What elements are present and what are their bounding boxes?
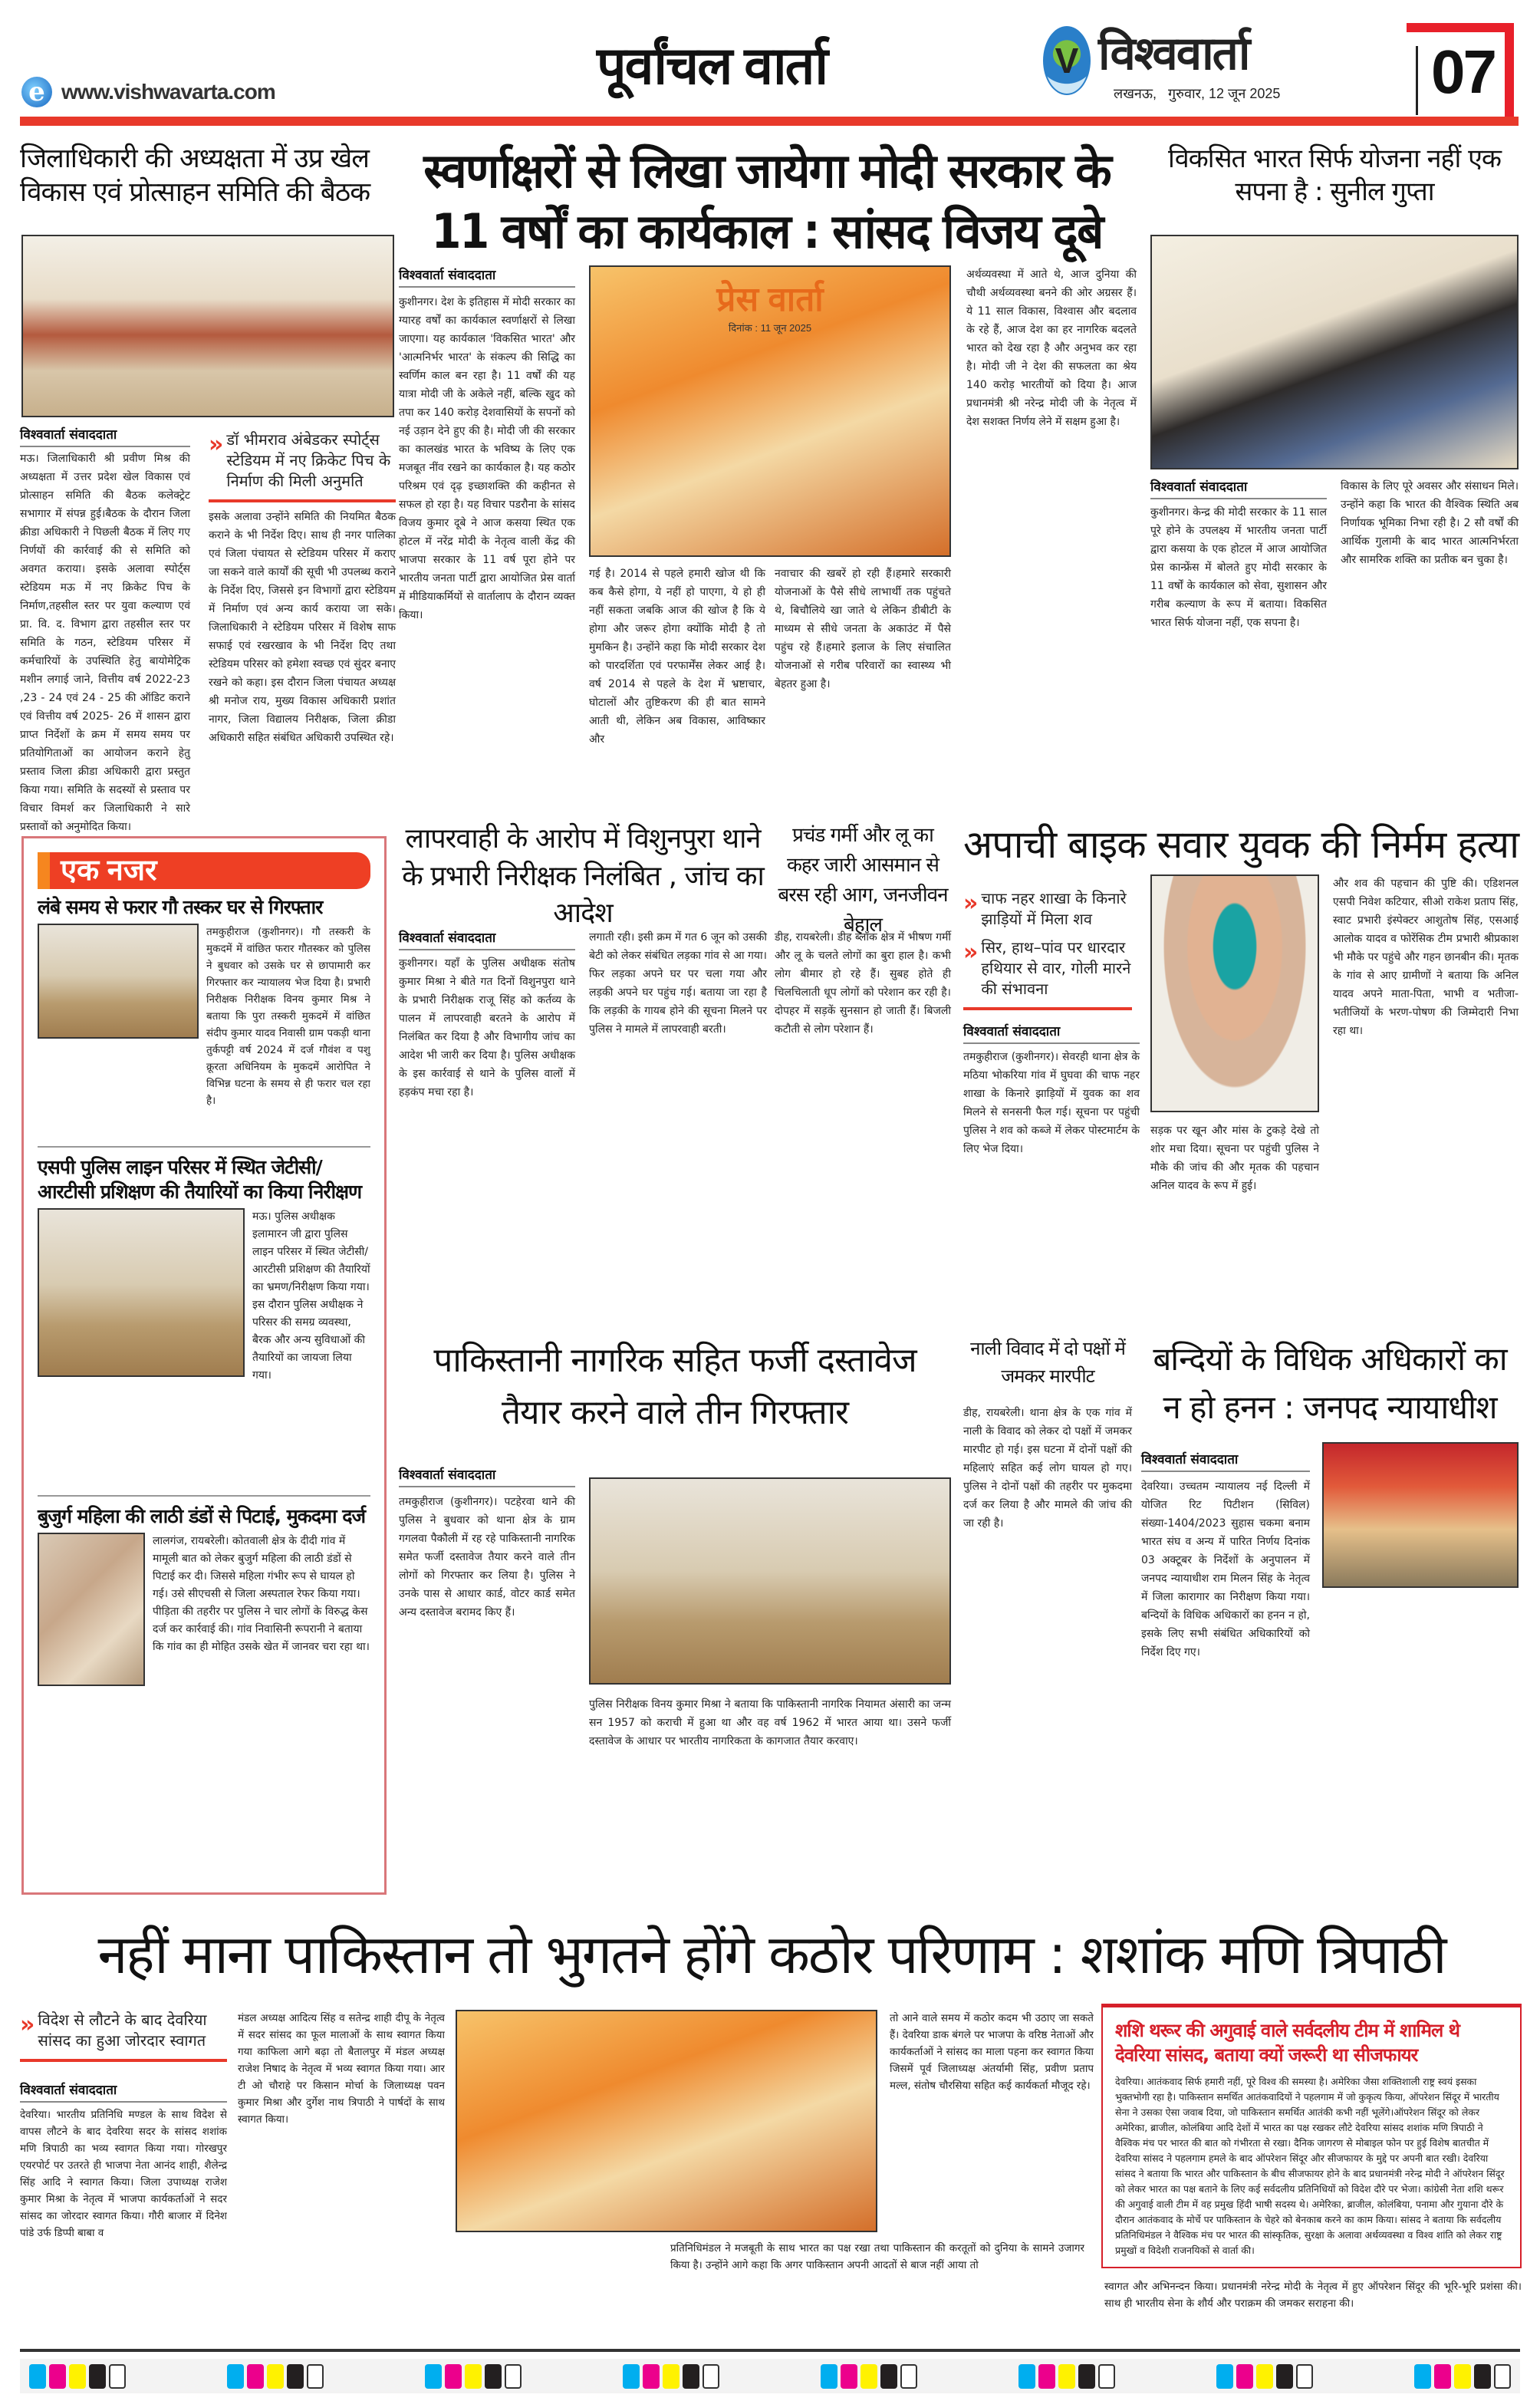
masthead-rule — [20, 117, 1519, 126]
court-photo — [1322, 1442, 1519, 1588]
lead-body-col2: गई है। 2014 से पहले हमारी खोज थी कि कब कैसे होगा, ये नहीं हो पाएगा, ये हो ही नहीं सकता जबकि आज की खोज है कि ये होगा और जरूर होगा क्योंकि मोदी है तो मुमकिन है। उन्होंने कहा कि मोदी सरकार देश को पारदर्शिता एवं परफार्मेंस लेकर आई है। वर्ष 2014 से पहले के देश में भ्रष्टाचार, घोटालों और तुष्टिकरण की ही बात सामने आती थी, लेकिन अब विकास, आविष्कार और — [589, 568, 765, 746]
arrest-photo — [589, 1477, 951, 1685]
lead-byline-wrap: विश्ववार्ता संवाददाता — [399, 265, 575, 292]
cmyk-swatch — [1018, 2359, 1115, 2393]
photo-banner-title: प्रेस वार्ता — [716, 281, 824, 318]
cmyk-swatch — [623, 2359, 719, 2393]
court-body: देवरिया। उच्चतम न्यायालय नई दिल्ली में योजित रिट पिटीशन (सिविल) संख्या-1404/2023 सुहास चकमा बनाम भारत संघ व अन्य में पारित निर्णय दिनांक 03 अक्टूबर के निर्देशों के अनुपालन में जनपद न्यायाधीश राम मिलन सिंह के नेतृत्व में जिला कारागार का निरीक्षण किया गया। बन्दियों के विधिक अधिकारों का हनन न हो, इसके लिए सभी संबंधित अधिकारियों को निर्देश दिए गए। — [1141, 1480, 1310, 1658]
lead-body-col3: नवाचार की खबरें हो रही हैं।हमारे सरकारी योजनाओं के पैसे सीधे लाभार्थी तक पहुंचते थे, बिचौलिये खा जाते थे लेकिन डीबीटी के माध्यम से सीधे जनता के अकाउंट में पैसे पहुंच रहे हैं।हमारे इलाज के लिए संचालित योजनाओं से गरीब परिवारों का स्वास्थ्य भी बेहतर हुआ है। — [775, 568, 951, 690]
pakistani-headline: पाकिस्तानी नागरिक सहित फर्जी दस्तावेज तैयार करने वाले तीन गिरफ्तार — [433, 1341, 916, 1433]
story-kicker: » डॉ भीमराव अंबेडकर स्पोर्ट्स स्टेडियम में नए क्रिकेट पिच के निर्माण की मिली अनुमति — [209, 430, 396, 502]
shashank-kicker: » विदेश से लौटने के बाद देवरिया सांसद का हुआ जोरदार स्वागत — [20, 2010, 227, 2062]
nazar-item-text: मऊ। पुलिस अधीक्षक इलामारन जी द्वारा पुलिस लाइन परिसर में स्थित जेटीसी/आरटीसी प्रशिक्षण की तैयारियों का भ्रमण/निरीक्षण किया गया। इस दौरान पुलिस अधीक्षक ने परिसर की समग्र व्यवस्था, बैरक और अन्य सुविधाओं की तैयारियों का जायजा लिया गया। — [252, 1210, 370, 1382]
story-nali — [963, 1335, 1132, 1887]
sunil-headline: विकसित भारत सिर्फ योजना नहीं एक सपना है : सुनील गुप्ता — [1167, 143, 1502, 207]
lead-body-col4: अर्थव्यवस्था में आते थे, आज दुनिया की चौथी अर्थव्यवस्था बनने की ओर अग्रसर हैं। ये 11 साल विकास, विश्वास और बदलाव के रहे हैं, आज देश का हर नागरिक बदलते भारत को देख रहा है और अनुभव कर रहा है। मोदी जी ने देश की सफलता का श्रेय 140 करोड़ भारतीयों को दिया है। आज प्रधानमंत्री श्री नरेन्द्र मोदी जी के नेतृत्व में देश सशक्त निर्णय लेने में सक्षम हुआ है। — [966, 268, 1137, 428]
vishunpura-body-col2: लगाती रही। इसी क्रम में गत 6 जून को उसकी बेटी को लेकर संबंधित लड़का गांव से आ गया। फिर लड़का अपने घर पर चला गया और लड़की अपने घर पहुंच गई। बताया जा रहा है कि लड़की के गायब होने की सूचना मिलने पर पुलिस ने मामले में लापरवाही बरती। — [589, 931, 767, 1036]
ek-nazar-box — [21, 836, 387, 1895]
print-registration-marks — [20, 2359, 1520, 2393]
shashank-body-col4: प्रतिनिधिमंडल ने मजबूती के साथ भारत का पक्ष रखा तथा पाकिस्तान की करतूतों को दुनिया के सामने उजागर किया है। उन्होंने आगे कहा कि अगर पाकिस्तान अपनी आदतों से बाज नहीं आया तो — [670, 2242, 1084, 2271]
sunil-gupta-photo — [1150, 235, 1519, 469]
apache-body-col3: और शव की पहचान की पुष्टि की। एडिशनल एसपी निवेश कटियार, सीओ राकेश प्रताप सिंह, स्वाट प्रभारी इंस्पेक्टर आशुतोष सिंह, एसआई आलोक यादव व फोरेंसिक टीम प्रभारी श्रीप्रकाश भी मौके पर पहुंचे और गहन छानबीन की। मृतक के गांव से आए ग्रामीणों ने बताया कि अनिल यादव अपने माता-पिता, भाभी व भतीजा-भतीजियों के भरण-पोषण की जिम्मेदारी निभा रहा था। — [1333, 878, 1519, 1037]
nazar-item-photo — [38, 924, 199, 1039]
cmyk-swatch — [29, 2359, 126, 2393]
nazar-item-photo — [38, 1208, 245, 1377]
nazar-item-1 — [38, 895, 370, 1131]
heat-headline: प्रचंड गर्मी और लू का कहर जारी आसमान से बरस रही आग, जनजीवन बेहाल — [778, 824, 948, 937]
pakistani-body-col2: पुलिस निरीक्षक विनय कुमार मिश्रा ने बताया कि पाकिस्तानी नागरिक नियामत अंसारी का जन्म सन 1957 को कराची में हुआ था और वह वर्ष 1962 में भारत आया था। उसने फर्जी दस्तावेज के आधार पर भारतीय नागरिकता के कागजात तैयार करवाए। — [589, 1698, 951, 1747]
double-chevron-icon: » — [209, 431, 218, 458]
sunil-byline-wrap: विश्ववार्ता संवाददाता — [1150, 477, 1327, 504]
browser-e-icon: e — [21, 77, 52, 107]
story-shashank — [20, 2010, 1094, 2263]
story-court — [1141, 1335, 1519, 1887]
nazar-item-headline: लंबे समय से फरार गौ तस्कर घर से गिरफ्तार — [38, 896, 323, 918]
photo-banner-date: दिनांक : 11 जून 2025 — [728, 322, 812, 334]
lead-headline-line2: 11 वर्षों का कार्यकाल : सांसद विजय दूबे — [431, 203, 1103, 260]
nazar-item-2 — [38, 1146, 370, 1484]
welcome-photo — [456, 2010, 877, 2232]
nazar-item-headline: एसपी पुलिस लाइन परिसर में स्थित जेटीसी/आरटीसी प्रशिक्षण की तैयारियों का किया निरीक्षण — [38, 1156, 362, 1203]
page-number-divider — [1416, 46, 1418, 115]
story-vishunpura — [399, 821, 767, 1312]
double-chevron-icon: » — [963, 890, 972, 917]
lead-body-col1: कुशीनगर। देश के इतिहास में मोदी सरकार का ग्यारह वर्षों का कार्यकाल स्वर्णाक्षरों से लिखा जाएगा। यह कार्यकाल 'विकसित भारत' और 'आत्मनिर्भर भारत' के संकल्प की सिद्धि का स्वर्णिम काल बन रहा है। 11 वर्षों की यह यात्रा मोदी जी के अकेले नहीं, बल्कि खुद को तपा कर 140 करोड़ देशवासियों के सपनों को नई उड़ान देने हुए की है। मोदी जी की सरकार का कालखंड भारत के भविष्य के लिए एक मजबूत नींव रखने का कार्यकाल है। यह कठोर परिश्रम एवं दृढ़ इच्छाशक्ति की कहीनत से सफल हो रहा है। यह विचार पडरौना के सांसद विजय कुमार दूबे ने आज कसया स्थित एक होटल में नरेंद्र मोदी के नेतृत्व वाली केंद्र की भाजपा सरकार के 11 वर्ष पूरा होने पर भारतीय जनता पार्टी द्वारा आयोजित प्रेस वार्ता में मीडियाकर्मियों से वार्तालाप के दौरान व्यक्त किया। — [399, 296, 575, 621]
story-body-col1: मऊ। जिलाधिकारी श्री प्रवीण मिश्र की अध्यक्षता में उत्तर प्रदेश खेल विकास एवं प्रोत्साहन समिति की बैठक कलेक्ट्रेट सभागार में संपन्न हुई।बैठक के दौरान जिला क्रीडा अधिकारी ने पिछली बैठक में लिए गए निर्णयों की कार्रवाई की से समिति को अवगत कराया। इसके अलावा स्पोर्ट्स स्टेडियम मऊ में नए क्रिकेट पिच के निर्माण,तहसील स्तर पर युवा कल्याण एवं प्रा. वि. द. विभाग द्वारा तहसील स्तर पर समिति के गठन, स्टेडियम परिसर में कर्मचारियों के उपस्थिति हेतु बायोमेट्रिक मशीन लगाई जाने, वित्तीय वर्ष 2022-23 ,23 - 24 एवं 24 - 25 की ऑडिट कराने एवं वित्तीय वर्ष 2025- 26 में शासन द्वारा प्राप्त निर्देशों के क्रम में समय समय पर प्रतियोगिताओं का आयोजन कराने हेतु प्रस्ताव जिला क्रीडा अधिकारी द्वारा प्रस्तुत किया गया। समिति के सदस्यों से प्रस्ताव पर विचार विमर्श कर जिलाधिकारी ने सारे प्रस्तावों को अनुमोदित किया। — [20, 453, 190, 833]
tharoor-body: देवरिया। आतंकवाद सिर्फ हमारी नहीं, पूरे विश्व की समस्या है। अमेरिका जैसा शक्तिशाली राष्ट्र स्वयं इसका भुक्तभोगी रहा है। पाकिस्तान समर्थित आतंकवादियों ने पहलगाम में जो कुकृत्य किया, ऑपरेशन सिंदूर में भारतीय सेना ने उसका ऐसा जवाब दिया, जो पाकिस्तान समर्थित आतंकी कभी नहीं भूलेंगे।ऑपरेशन सिंदूर को लेकर अमेरिका, ब्राजील, कोलंबिया आदि देशों में भारत का पक्ष रखकर लौटे देवरिया सांसद शशांक मणि त्रिपाठी ने वैश्विक मंच पर भारत की बात को गंभीरता से रखा। दैनिक जागरण से मोबाइल फोन पर हुई विशेष बातचीत में देवरिया सांसद ने पहलगाम हमले के बाद ऑपरेशन सिंदूर और सीजफायर के मुद्दे पर अपनी बात रखी। देवरिया सांसद ने बताया कि भारत और पाकिस्तान के बीच सीजफायर होने के बाद प्रधानमंत्री नरेन्द्र मोदी ने ऑपरेशन सिंदूर को लेकर भारत का पक्ष बताने के लिए कई सर्वदलीय प्रतिनिधियों को विदेश दौरे पर भेजा। कांग्रेसी नेता शशि थरूर की अगुवाई वाली टीम में वह प्रमुख हिंदी भाषी सदस्य थे। अमेरिका, ब्राजील, कोलंबिया, पनामा और गुयाना दौरे के दौरान आतंकवाद के मोर्चे पर पाकिस्तान के चेहरे को बेनकाब करने का काम किया। सांसद ने बताया कि सर्वदलीय प्रतिनिधिमंडल ने वैश्विक मंच पर भारत की सांस्कृतिक, सुरक्षा के अलावा अर्थव्यवस्था व विश्व शांति को लेकर राष्ट्र प्रमुखों व विदेशी राजनयिकों से वार्ता की। — [1115, 2075, 1505, 2256]
apache-byline-wrap: विश्ववार्ता संवाददाता — [963, 1022, 1140, 1049]
shashank-body-col2: मंडल अध्यक्ष आदित्य सिंह व सतेन्द्र शाही दीपू के नेतृत्व में सदर सांसद का फूल मालाओं के साथ स्वागत किया गया काफिला आगे बढ़ा तो बैतालपुर में मंडल अध्यक्ष राजेश निषाद के नेतृत्व में भव्य स्वागत किया गया। आर टी ओ चौराहे पर किसान मोर्चा के जिलाध्यक्ष पवन कुमार मिश्रा और दुर्गेश नाथ त्रिपाठी ने पार्षदों के साथ स्वागत किया। — [238, 2012, 445, 2126]
nali-body: डीह, रायबरेली। थाना क्षेत्र के एक गांव में नाली के विवाद को लेकर दो पक्षों में जमकर मारपीट हो गई। इस घटना में दोनों पक्षों की महिलाएं सहित कई लोग घायल हो गए। पुलिस ने दोनों पक्षों की तहरीर पर मुकदमा दर्ज कर लिया है और मामले की जांच की जा रही है। — [963, 1407, 1132, 1530]
press-conference-photo — [589, 265, 951, 557]
apache-kicker-1: » चाफ नहर शाखा के किनारे झाड़ियों में मिला शव — [963, 889, 1127, 928]
ek-nazar-label-bar: एक नजर — [38, 852, 370, 889]
cmyk-swatch — [425, 2359, 522, 2393]
court-headline: बन्दियों के विधिक अधिकारों का न हो हनन : जनपद न्यायाधीश — [1153, 1340, 1507, 1426]
story-headline: जिलाधिकारी की अध्यक्षता में उप्र खेल विकास एवं प्रोत्साहन समिति की बैठक — [20, 143, 370, 208]
vishunpura-headline: लापरवाही के आरोप में विशुनपुरा थाने के प्रभारी निरीक्षक निलंबित , जांच का आदेश — [402, 823, 764, 930]
story-apache — [963, 821, 1519, 1312]
story-sunil-gupta — [1150, 143, 1519, 810]
pakistani-body-col1: तमकुहीराज (कुशीनगर)। पटहेरवा थाने की पुलिस ने बुधवार को थाना क्षेत्र के ग्राम गगलवा पैकौली में रह रहे पाकिस्तानी नागरिक समेत फर्जी दस्तावेज तैयार करने वाले तीन लोगों को गिरफ्तार कर लिया है। पुलिस ने उनके पास से आधार कार्ड, वोटर कार्ड समेत अन्य दस्तावेज बरामद किए हैं। — [399, 1496, 575, 1619]
story-tharoor-box — [1101, 2004, 1522, 2268]
story-heat — [775, 821, 951, 1312]
apache-headline: अपाची बाइक सवार युवक की निर्मम हत्या — [963, 822, 1519, 867]
city-date: लखनऊ, गुरुवार, 12 जून 2025 — [1114, 86, 1281, 101]
section-title: पूर्वांचल वार्ता — [597, 37, 828, 95]
shashank-body-col5: स्वागत और अभिनन्दन किया। प्रधानमंत्री नरेन्द्र मोदी के नेतृत्व में हुए ऑपरेशन सिंदूर की भूरि-भूरि प्रशंसा की। साथ ही भारतीय सेना के शौर्य और पराक्रम की जमकर सराहना की। — [1104, 2281, 1522, 2310]
pakistani-byline-wrap: विश्ववार्ता संवाददाता — [399, 1465, 575, 1492]
story-lead — [399, 143, 1135, 810]
double-chevron-icon: » — [20, 2011, 29, 2038]
nazar-item-3 — [38, 1495, 370, 1763]
apache-kicker-2: » सिर, हाथ–पांव पर धारदार हथियार से वार, गोली मारने की संभावना — [963, 937, 1132, 1010]
nazar-item-photo — [38, 1533, 145, 1686]
shashank-body-col3: तो आने वाले समय में कठोर कदम भी उठाए जा सकते हैं। देवरिया डाक बंगले पर भाजपा के वरिष्ठ नेताओं और कार्यकर्ताओं ने सांसद का माला पहना कर स्वागत किया जिसमें पूर्व जिलाध्यक्ष अंतर्यामी सिंह, प्रवीण प्रताप मल्ल, संतोष चौरसिया सहित कई कार्यकर्ता मौजूद रहे। — [890, 2012, 1094, 2092]
footer-rule — [20, 2349, 1520, 2352]
cmyk-swatch — [227, 2359, 324, 2393]
paper-logo-icon: V — [1043, 26, 1091, 95]
double-chevron-icon: » — [963, 939, 972, 966]
lead-headline-line1: स्वर्णाक्षरों से लिखा जायेगा मोदी सरकार के — [423, 143, 1111, 199]
sunil-body-col2: विकास के लिए पूरे अवसर और संसाधन मिले। उन्होंने कहा कि भारत की वैश्विक स्थिति अब निर्णायक भूमिका निभा रही है। 2 सौ वर्षों की आर्थिक गुलामी के बाद भारत आत्मनिर्भरता और सामरिक शक्ति का प्रतीक बन चुका है। — [1341, 480, 1519, 566]
story-byline: विश्ववार्ता संवाददाता — [20, 425, 190, 452]
apache-body-col2: सड़क पर खून और मांस के टुकड़े देखे तो शोर मचा दिया। सूचना पर पहुंची पुलिस ने मौके की जांच की और मृतक की पहचान अनिल यादव के रूप में हुई। — [1150, 1125, 1319, 1192]
vishunpura-body-col1: कुशीनगर। यहाँ के पुलिस अधीक्षक संतोष कुमार मिश्रा ने बीते गत दिनों विशुनपुरा थाने के प्रभारी निरीक्षक राजू सिंह को कर्तव्य के पालन में लापरवाही बरतने के आरोप में निलंबित कर दिया है और विभागीय जांच का आदेश भी जारी कर दिया है। पुलिस अधीक्षक के इस कार्रवाई से थाने के पुलिस वालों में हड़कंप मचा रहा है। — [399, 957, 575, 1098]
nazar-item-headline: बुजुर्ग महिला की लाठी डंडों से पिटाई, मुकदमा दर्ज — [38, 1504, 366, 1527]
meeting-photo — [21, 235, 394, 417]
shashank-byline-wrap: विश्ववार्ता संवाददाता — [20, 2080, 227, 2107]
apache-body-col1: तमकुहीराज (कुशीनगर)। सेवरही थाना क्षेत्र के मठिया भोकरिया गांव में घुघवा की चाफ नहर शाखा के किनारे झाड़ियों में युवक का शव मिलने से सनसनी फैल गई। सूचना पर पहुंची पुलिस ने शव को कब्जे में लेकर पोस्टमार्टम के लिए भेज दिया। — [963, 1051, 1140, 1155]
shashank-headline: नहीं माना पाकिस्तान तो भुगतने होंगे कठोर परिणाम : शशांक मणि त्रिपाठी — [97, 1923, 1446, 1986]
cmyk-swatch — [821, 2359, 917, 2393]
paper-name: विश्ववार्ता — [1098, 28, 1249, 79]
nali-headline: नाली विवाद में दो पक्षों में जमकर मारपीट — [970, 1338, 1125, 1387]
page-number: 07 — [1431, 38, 1495, 106]
heat-body: डीह, रायबरेली। डीह ब्लॉक क्षेत्र में भीषण गर्मी और लू के चलते लोगों का बुरा हाल है। कभी लोग बीमार हो रहे हैं। सुबह होते ही चिलचिलाती धूप लोगों को परेशान कर रही है। दोपहर में सड़कें सुनसान हो जाती हैं। बिजली कटौती से लोग परेशान हैं। — [775, 931, 951, 1036]
sunil-body-col1: कुशीनगर। केन्द्र की मोदी सरकार के 11 साल पूरे होने के उपलक्ष्य में भारतीय जनता पार्टी द्वारा कसया के एक होटल में आज आयोजित प्रेस कान्फ्रेंस में बोलते हुए मोदी सरकार के 11 वर्षों के कार्यकाल को सेवा, सुशासन और गरीब कल्याण के रूप में बताया। विकसित भारत सिर्फ योजना नहीं, एक सपना है। — [1150, 506, 1327, 629]
masthead — [0, 0, 1540, 130]
tharoor-headline: शशि थरूर की अगुवाई वाले सर्वदलीय टीम में शामिल थे देवरिया सांसद, बताया क्यों जरूरी था सीजफायर — [1115, 2020, 1459, 2067]
victim-photo — [1150, 874, 1319, 1112]
story-pakistani — [399, 1335, 951, 1887]
nazar-item-text: लालगंज, रायबरेली। कोतवाली क्षेत्र के दीदी गांव में मामूली बात को लेकर बुजुर्ग महिला की लाठी डंडों से पिटाई कर दी। जिससे महिला गंभीर रूप से घायल हो गई। उसे सीएचसी से जिला अस्पताल रेफर किया गया। पीड़िता की तहरीर पर पुलिस ने चार लोगों के विरुद्ध केस दर्ज कर कार्रवाई की। गांव निवासिनी रूपरानी ने बताया कि गांव का ही मोहित उसके खेत में जानवर चरा रहा था। — [153, 1535, 370, 1653]
cmyk-swatch — [1216, 2359, 1313, 2393]
website-link[interactable]: www.vishwavarta.com — [61, 80, 275, 104]
nazar-item-text: तमकुहीराज (कुशीनगर)। गौ तस्करी के मुकदमें में वांछित फरार गौतस्कर को पुलिस ने बुधवार को उसके घर से छापामारी कर गिरफ्तार कर न्यायालय भेज दिया है। प्रभारी निरीक्षक निरीक्षक विनय कुमार मिश्र ने बताया कि पुरा तस्करी मुकदमें में वांछित संदीप कुमार यादव निवासी ग्राम पकड़ी थाना तुर्कपट्टी वर्ष 2024 में दर्ज गौवंश व पशु क्रूरता अधिनियम के मुकदमें आरोपित ने विभिन्न घटना के समय से ही फरार चल रहा है। — [206, 926, 370, 1108]
story-dm-sports — [20, 143, 396, 833]
cmyk-swatch — [1414, 2359, 1511, 2393]
story-body-col2: इसके अलावा उन्होंने समिति की नियमित बैठक कराने के भी निर्देश दिए। साथ ही नगर पालिका एवं जिला पंचायत से स्टेडियम परिसर में कराए जा सकने वाले कार्यों की सूची भी उपलब्ध कराने के निर्देश दिए, जिससे इन विभागों द्वारा स्टेडियम में निर्माण एवं अन्य कार्य कराया जा सके। जिलाधिकारी ने स्टेडियम परिसर में विशेष साफ सफाई एवं रखरखाव के भी निर्देश दिए तथा स्टेडियम परिसर को हमेशा स्वच्छ एवं सुंदर बनाए रखने को कहा। इस दौरान जिला पंचायत अध्यक्ष श्री मनोज राय, मुख्य विकास अधिकारी प्रशांत नागर, जिला विद्यालय निरीक्षक, जिला क्रीडा अधिकारी सहित संबंधित अधिकारी उपस्थित रहे। — [209, 511, 396, 744]
shashank-body-col1: देवरिया। भारतीय प्रतिनिधि मण्डल के साथ विदेश से वापस लौटने के बाद देवरिया सदर के सांसद शशांक मणि त्रिपाठी का भव्य स्वागत किया गया। गोरखपुर एयरपोर्ट पर उतरते ही भाजपा नेता आनंद शाही, शैलेन्द्र सिंह आदि ने स्वागत किया। जिला उपाध्यक्ष राजेश कुमार मिश्रा के नेतृत्व में भाजपा कार्यकर्ताओं ने सदर सांसद का जोरदार स्वागत किया। गौरी बाजार में दिनेश पांडे उर्फ डिप्पी बाबा व — [20, 2109, 227, 2239]
court-byline-wrap: विश्ववार्ता संवाददाता — [1141, 1450, 1310, 1477]
story-shashank-headline-wrap — [20, 1922, 1523, 1989]
vishunpura-byline-wrap: विश्ववार्ता संवाददाता — [399, 928, 575, 955]
